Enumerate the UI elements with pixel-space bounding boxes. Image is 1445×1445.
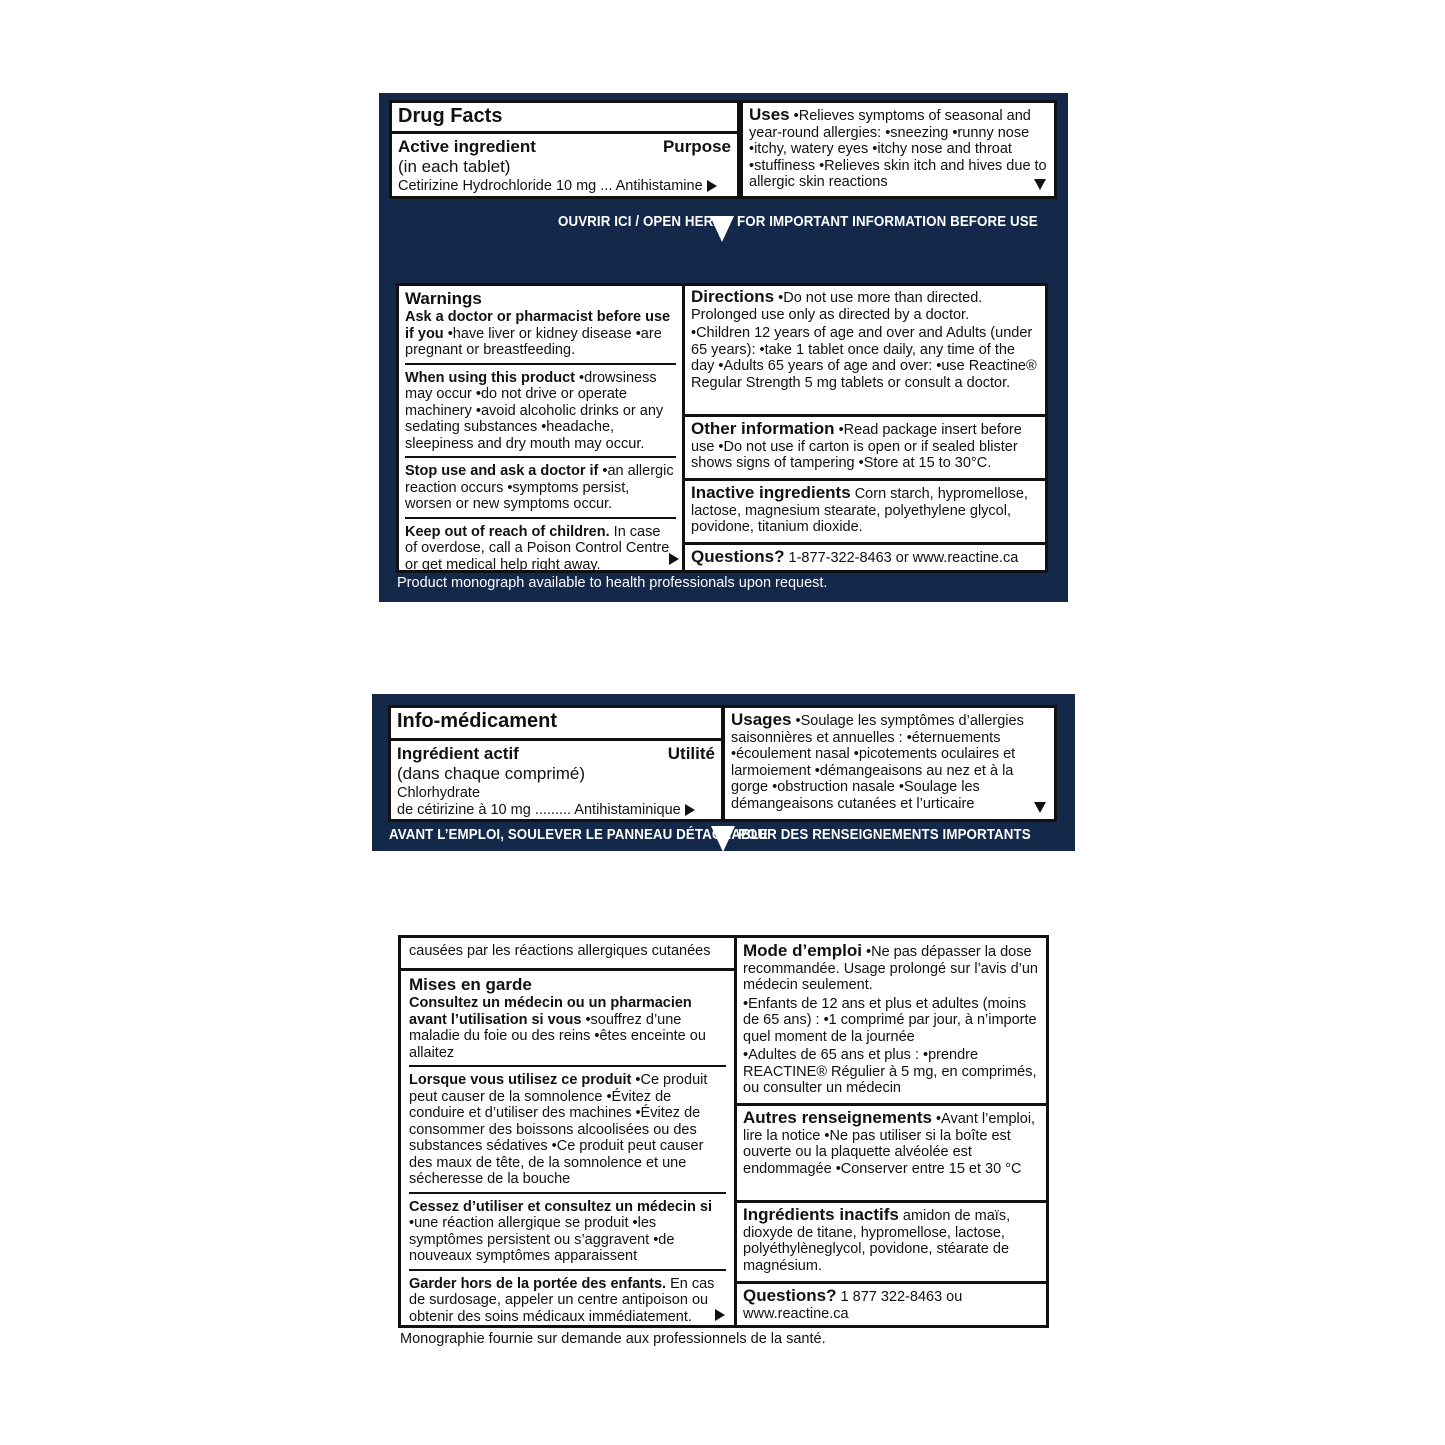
active-ingredient-heading: Active ingredient xyxy=(398,137,536,156)
purpose-heading: Purpose xyxy=(662,137,731,156)
mises-garder-text: En cas de surdosage, appeler un centre antipoison ou obtenir des soins médicaux immédiatement. xyxy=(409,1275,715,1325)
warn-stop-heading: Stop use and ask a doctor if xyxy=(405,463,599,479)
warn-ask-text: •have liver or kidney disease •are pregnant or breastfeeding. xyxy=(405,325,662,358)
mises-consult-text: •souffrez d’une maladie du foie ou des reins •êtes enceinte ou allaitez xyxy=(409,1011,706,1061)
fr-questions-section xyxy=(737,1281,1046,1326)
warn-stop-text: •an allergic reaction occurs •symptoms persist, worsen or new symptoms occur. xyxy=(405,463,674,512)
fr-questions-title: Questions? xyxy=(743,1286,837,1305)
autres-title: Autres renseignements xyxy=(743,1108,932,1127)
arrow-right-icon xyxy=(707,180,717,192)
mises-title: Mises en garde xyxy=(409,975,532,994)
english-info-box xyxy=(396,283,1048,573)
mises-cessez-heading: Cessez d’utiliser et consultez un médecin si xyxy=(409,1198,712,1215)
dans-chaque: (dans chaque comprimé) xyxy=(397,764,586,783)
uses-box xyxy=(740,100,1057,199)
other-info-text: •Read package insert before use •Do not use if carton is open or if sealed blister shows signs of tampering •Store at 15 to 30°C. xyxy=(691,422,1022,471)
fr-ingredient-line: de cétirizine à 10 mg ......... Antihistaminique xyxy=(397,801,681,818)
usages-box xyxy=(722,705,1057,822)
fr-banner-arrow-icon xyxy=(711,826,735,852)
mises-section xyxy=(401,968,734,1329)
directions-title: Directions xyxy=(691,287,775,306)
mises-consult-heading: Consultez un médecin ou un pharmacien avant l’utilisation si vous xyxy=(409,995,692,1028)
warn-using-text: •drowsiness may occur •do not drive or operate machinery •avoid alcoholic drinks or any sedating substances •headache, sleepiness and dry mouth may occur. xyxy=(405,369,664,452)
info-medicament-title: Info-médicament xyxy=(397,710,558,732)
causees-text: causées par les réactions allergiques cutanées xyxy=(409,943,711,959)
inactifs-text: amidon de maïs, dioxyde de titane, hypromellose, lactose, polyéthylèneglycol, povidone, stéarate de magnésium. xyxy=(743,1208,1011,1274)
chlorhydrate: Chlorhydrate xyxy=(397,785,481,801)
inactive-title: Inactive ingredients xyxy=(691,483,851,502)
french-info-box xyxy=(398,935,1049,1328)
fr-arrow-down-icon xyxy=(1034,802,1046,813)
causees-section xyxy=(401,938,734,968)
fr-arrow-right-icon xyxy=(685,804,695,816)
mode-section xyxy=(737,938,1046,1103)
drug-facts-title: Drug Facts xyxy=(398,105,503,127)
other-info-title: Other information xyxy=(691,419,835,438)
arrow-down-icon xyxy=(1034,179,1046,190)
monograph-note: Product monograph available to health professionals upon request. xyxy=(397,575,828,591)
warn-ask-heading: Ask a doctor or pharmacist before use if you xyxy=(405,309,671,342)
inactifs-title: Ingrédients inactifs xyxy=(743,1205,899,1224)
directions-section xyxy=(685,286,1045,414)
fr-banner-left: AVANT L’EMPLOI, SOULEVER LE PANNEAU DÉTACHABLE xyxy=(389,827,769,843)
warn-keep-heading: Keep out of reach of children. xyxy=(405,523,610,540)
mode-text-3: •Adultes de 65 ans et plus : •prendre REACTINE® Régulier à 5 mg, en comprimés, ou consulter un médecin xyxy=(743,1047,1037,1096)
warnings-section xyxy=(399,286,682,576)
fr-questions-text: 1 877 322-8463 ou www.reactine.ca xyxy=(743,1289,963,1322)
mode-text-1: •Ne pas dépasser la dose recommandée. Usage prolongé sur l’avis d’un médecin seulement. xyxy=(743,944,1038,993)
open-here-left: OUVRIR ICI / OPEN HERE xyxy=(558,214,723,230)
mises-garder-heading: Garder hors de la portée des enfants. xyxy=(409,1275,667,1292)
open-here-right: FOR IMPORTANT INFORMATION BEFORE USE xyxy=(737,214,1038,230)
drug-facts-box xyxy=(389,100,740,199)
questions-text: 1-877-322-8463 or www.reactine.ca xyxy=(784,550,1019,566)
monographie-note: Monographie fournie sur demande aux professionnels de la santé. xyxy=(400,1331,826,1347)
inactive-section xyxy=(685,478,1045,542)
fr-banner-right: POUR DES RENSEIGNEMENTS IMPORTANTS xyxy=(738,827,1031,843)
mises-cessez-text: •une réaction allergique se produit •les symptômes persistent ou s’aggravent •de nouveaux symptômes apparaissent xyxy=(409,1215,675,1264)
directions-text-2: •Children 12 years of age and over and Adults (under 65 years): •take 1 tablet once daily, any time of the day •Adults 65 years of age and over: •use Reactine® Regular Strength 5 mg tablets or consult a doctor. xyxy=(691,325,1037,391)
inactifs-section xyxy=(737,1200,1046,1281)
utilite-heading: Utilité xyxy=(667,744,715,763)
other-info-section xyxy=(685,414,1045,478)
warn-keep-text: In case of overdose, call a Poison Control Centre or get medical help right away. xyxy=(405,523,670,573)
in-each-tablet: (in each tablet) xyxy=(398,157,511,176)
ingredient-line: Cetirizine Hydrochloride 10 mg ... Antihistamine xyxy=(398,178,703,194)
questions-section xyxy=(685,542,1045,571)
uses-title: Uses xyxy=(749,105,790,124)
ingredient-actif-heading: Ingrédient actif xyxy=(397,744,519,763)
usages-text: •Soulage les symptômes d’allergies saisonnières et annuelles : •éternuements •écoulement nasal •picotements oculaires et larmoiement •démangeaisons au nez et à la gorge •obstruction nasale •Soulage les démangeaisons cutanées et l’urticaire xyxy=(731,713,1024,812)
directions-text-1: •Do not use more than directed. Prolonged use only as directed by a doctor. xyxy=(691,290,983,323)
mises-lorsque-heading: Lorsque vous utilisez ce produit xyxy=(409,1072,632,1088)
inactive-text: Corn starch, hypromellose, lactose, magnesium stearate, polyethylene glycol, povidone, titanium dioxide. xyxy=(691,486,1028,535)
mode-title: Mode d’emploi xyxy=(743,941,862,960)
warn-using-heading: When using this product xyxy=(405,369,575,386)
mode-text-2: •Enfants de 12 ans et plus et adultes (moins de 65 ans) : •1 comprimé par jour, à n’importe quel moment de la journée xyxy=(743,995,1037,1045)
autres-text: •Avant l’emploi, lire la notice •Ne pas utiliser si la boîte est ouverte ou la plaquette alvéolée est endommagée •Conserver entre 15 et 30 °C xyxy=(743,1111,1036,1177)
uses-text: •Relieves symptoms of seasonal and year-round allergies: •sneezing •runny nose •itchy, watery eyes •itchy nose and throat •stuffiness •Relieves skin itch and hives due to allergic skin reactions xyxy=(749,108,1047,190)
mises-lorsque-text: •Ce produit peut causer de la somnolence •Évitez de conduire et d’utiliser des machines •Évitez de consommer des boissons alcoolisées ou des substances sédatives •Ce produit peut causer des maux de tête, de la somnolence et une sécheresse de la bouche xyxy=(409,1072,708,1187)
warnings-title: Warnings xyxy=(405,289,482,308)
autres-section xyxy=(737,1103,1046,1200)
info-medicament-box xyxy=(388,705,724,822)
questions-title: Questions? xyxy=(691,547,785,566)
usages-title: Usages xyxy=(731,710,792,729)
mises-arrow-right-icon xyxy=(715,1309,725,1321)
warnings-arrow-right-icon xyxy=(669,553,679,565)
open-here-arrow-icon xyxy=(710,216,734,242)
